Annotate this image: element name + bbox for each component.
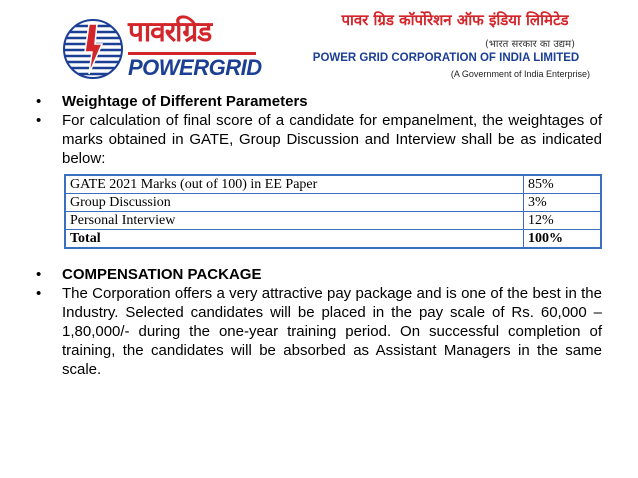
param-label: Group Discussion — [65, 194, 524, 212]
bullet-weightage-paragraph — [36, 111, 602, 168]
param-label: GATE 2021 Marks (out of 100) in EE Paper — [65, 175, 524, 194]
bullet-dot: • — [36, 93, 42, 110]
param-value: 3% — [524, 194, 602, 212]
section-weightage — [36, 92, 602, 168]
table-row — [65, 175, 601, 194]
corp-name-english: POWER GRID CORPORATION OF INDIA LIMITED — [312, 52, 580, 64]
param-value: 85% — [524, 175, 602, 194]
bullet-weightage-heading — [36, 92, 602, 111]
page-header — [0, 0, 638, 92]
bullet-compensation-paragraph — [36, 284, 602, 379]
corp-subtitle-english: (A Government of India Enterprise) — [450, 69, 590, 79]
total-label: Total — [65, 230, 524, 249]
logo-english-text: POWERGRID — [128, 55, 262, 80]
bullet-dot: • — [36, 266, 42, 283]
bullet-dot: • — [36, 112, 42, 129]
weightage-paragraph: For calculation of final score of a candidate for empanelment, the weightages of marks obtained in GATE, Group Discussion and Interview shall be as indicated below: — [62, 112, 602, 167]
table-row — [65, 212, 601, 230]
compensation-paragraph: The Corporation offers a very attractive pay package and is one of the best in the Industry. Selected candidates will be placed in the pay scale of Rs. 60,000 – 1,80,000/- during the one-year training period. On successful completion of training, the candidates will be absorbed as Assistant Managers in the same scale. — [62, 285, 602, 378]
bullet-compensation-heading — [36, 265, 602, 284]
table-row — [65, 194, 601, 212]
section-compensation — [36, 265, 602, 379]
bullet-dot: • — [36, 285, 42, 302]
param-value: 12% — [524, 212, 602, 230]
compensation-heading: COMPENSATION PACKAGE — [62, 266, 262, 283]
logo-hindi-text: पावरग्रिड — [128, 15, 212, 48]
powergrid-emblem-icon — [62, 18, 124, 80]
weightage-table — [64, 174, 602, 249]
corp-name-hindi: पावर ग्रिड कॉर्पोरेशन ऑफ इंडिया लिमिटेड — [341, 11, 569, 29]
total-value: 100% — [524, 230, 602, 249]
table-total-row — [65, 230, 601, 249]
param-label: Personal Interview — [65, 212, 524, 230]
weightage-heading: Weightage of Different Parameters — [62, 93, 308, 110]
corp-subtitle-hindi: (भारत सरकार का उद्यम) — [485, 39, 575, 50]
powergrid-logo — [62, 15, 262, 82]
